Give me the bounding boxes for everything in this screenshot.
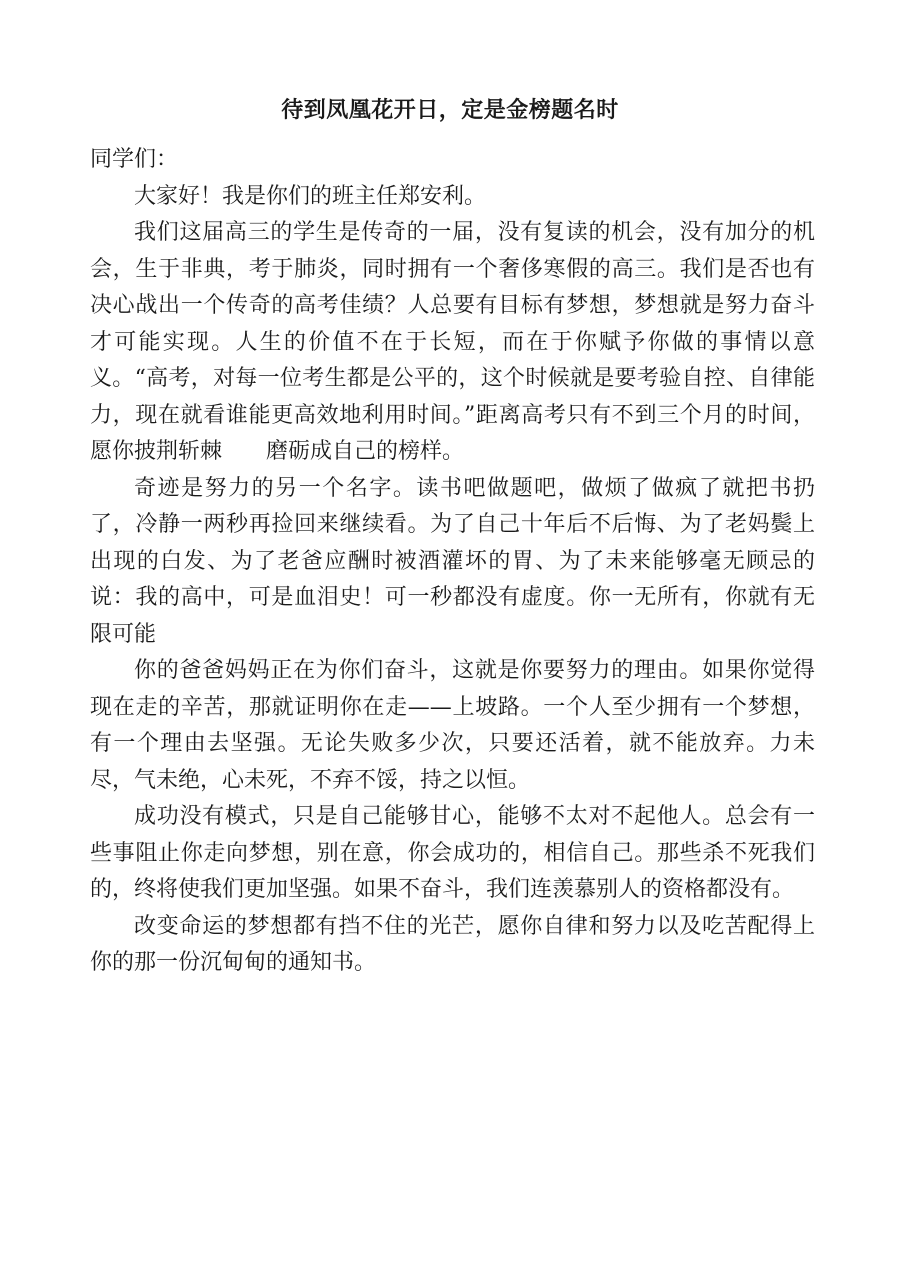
paragraph-greeting: 大家好！我是你们的班主任郑安利。 — [134, 183, 487, 209]
paragraph-success: 成功没有模式，只是自己能够甘心，能够不太对不起他人。总会有一些事阻止你走向梦想，别在意，你会成功的，相信自己。那些杀不死我们的，终将使我们更加坚强。如果不奋斗，我们连羡慕别人的资格都没有。 — [90, 804, 815, 902]
document-title: 待到凤凰花开日，定是金榜题名时 — [281, 98, 619, 123]
salutation: 同学们： — [90, 147, 179, 172]
letter-body — [90, 142, 815, 982]
paragraph-parents: 你的爸爸妈妈正在为你们奋斗，这就是你要努力的理由。如果你觉得现在走的辛苦，那就证明你在走——上坡路。一个人至少拥有一个梦想，有一个理由去坚强。无论失败多少次，只要还活着，就不能放弃。力未尽，气未绝，心未死，不弃不馁，持之以恒。 — [90, 658, 815, 793]
paragraph-legendary-class: 我们这届高三的学生是传奇的一届，没有复读的机会，没有加分的机会，生于非典，考于肺炎，同时拥有一个奢侈寒假的高三。我们是否也有决心战出一个传奇的高考佳绩？人总要有目标有梦想，梦想就是努力奋斗才可能实现。人生的价值不在于长短，而在于你赋予你做的事情以意义。“高考，对每一位考生都是公平的，这个时候就是要考验自控、自律能力，现在就看谁能更高效地利用时间。”距离高考只有不到三个月的时间，愿你披荆斩棘 磨砺成自己的榜样。 — [90, 220, 815, 464]
paragraph-closing: 改变命运的梦想都有挡不住的光芒，愿你自律和努力以及吃苦配得上你的那一份沉甸甸的通知书。 — [90, 913, 815, 975]
paragraph-miracle: 奇迹是努力的另一个名字。读书吧做题吧，做烦了做疯了就把书扔了，冷静一两秒再捡回来继续看。为了自己十年后不后悔、为了老妈鬓上出现的白发、为了老爸应酬时被酒灌坏的胃、为了未来能够毫无顾忌的说：我的高中，可是血泪史！可一秒都没有虚度。你一无所有，你就有无限可能 — [90, 475, 815, 647]
